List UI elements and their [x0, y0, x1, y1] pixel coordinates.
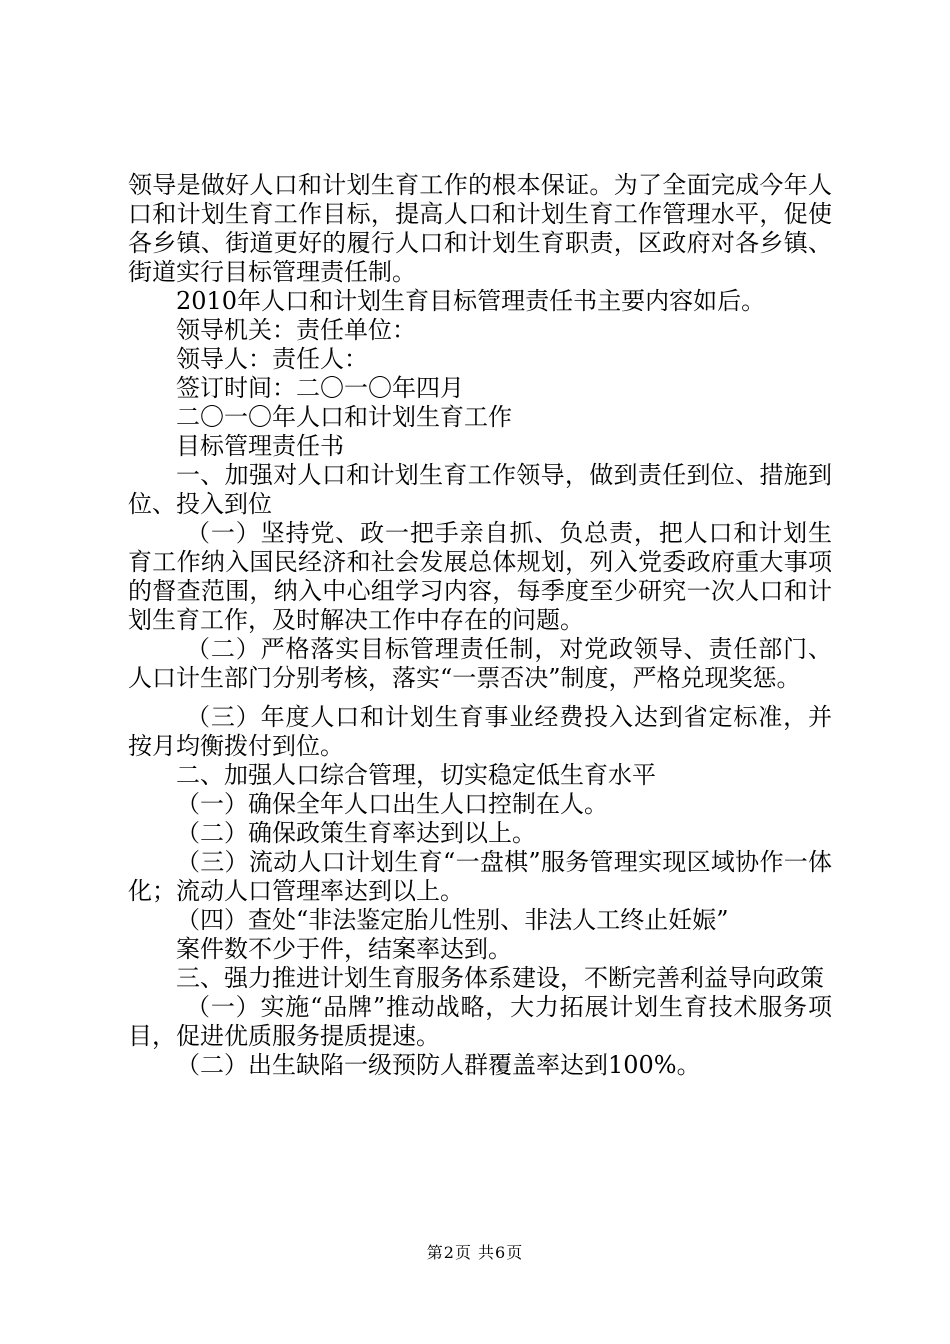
paragraph-2-3: （三）流动人口计划生育“一盘棋”服务管理实现区域协作一体化；流动人口管理率达到以上。 — [128, 848, 832, 905]
document-body — [128, 171, 832, 1080]
paragraph-leader: 领导人：责任人： — [176, 345, 368, 373]
document-title-line-1: 二〇一〇年人口和计划生育工作 — [176, 403, 512, 431]
paragraph-2-1: （一）确保全年人口出生人口控制在人。 — [176, 790, 608, 818]
page-number-footer: 第2页 共6页 — [426, 1243, 524, 1262]
paragraph-2-2: （二）确保政策生育率达到以上。 — [176, 819, 536, 847]
paragraph-2-4-cont: 案件数不少于件，结案率达到。 — [176, 935, 512, 963]
paragraph-1-3: （三）年度人口和计划生育事业经费投入达到省定标准，并按月均衡拨付到位。 — [128, 703, 832, 760]
paragraph-2010-content: 2010年人口和计划生育目标管理责任书主要内容如后。 — [176, 287, 766, 315]
paragraph-1-2: （二）严格落实目标管理责任制，对党政领导、责任部门、人口计生部门分别考核，落实“一票否决”制度，严格兑现奖惩。 — [128, 635, 832, 692]
section-heading-2: 二、加强人口综合管理，切实稳定低生育水平 — [176, 761, 656, 789]
section-heading-1: 一、加强对人口和计划生育工作领导，做到责任到位、措施到位、投入到位 — [128, 461, 832, 518]
paragraph-3-2: （二）出生缺陷一级预防人群覆盖率达到100%。 — [176, 1051, 701, 1079]
paragraph-1-1: （一）坚持党、政一把手亲自抓、负总责，把人口和计划生育工作纳入国民经济和社会发展总体规划，列入党委政府重大事项的督查范围，纳入中心组学习内容，每季度至少研究一次人口和计划生育工作，及时解决工作中存在的问题。 — [128, 519, 832, 634]
paragraph-2-4: （四）查处“非法鉴定胎儿性别、非法人工终止妊娠” — [176, 906, 729, 934]
paragraph-3-1: （一）实施“品牌”推动战略，大力拓展计划生育技术服务项目，促进优质服务提质提速。 — [128, 993, 832, 1050]
paragraph-sign-date: 签订时间：二〇一〇年四月 — [176, 374, 464, 402]
document-title-line-2: 目标管理责任书 — [176, 432, 344, 460]
section-heading-3: 三、强力推进计划生育服务体系建设，不断完善利益导向政策 — [176, 964, 824, 992]
paragraph-leading-organ: 领导机关：责任单位： — [176, 316, 416, 344]
paragraph-intro: 领导是做好人口和计划生育工作的根本保证。为了全面完成今年人口和计划生育工作目标，提高人口和计划生育工作管理水平，促使各乡镇、街道更好的履行人口和计划生育职责，区政府对各乡镇、街道实行目标管理责任制。 — [128, 171, 832, 286]
